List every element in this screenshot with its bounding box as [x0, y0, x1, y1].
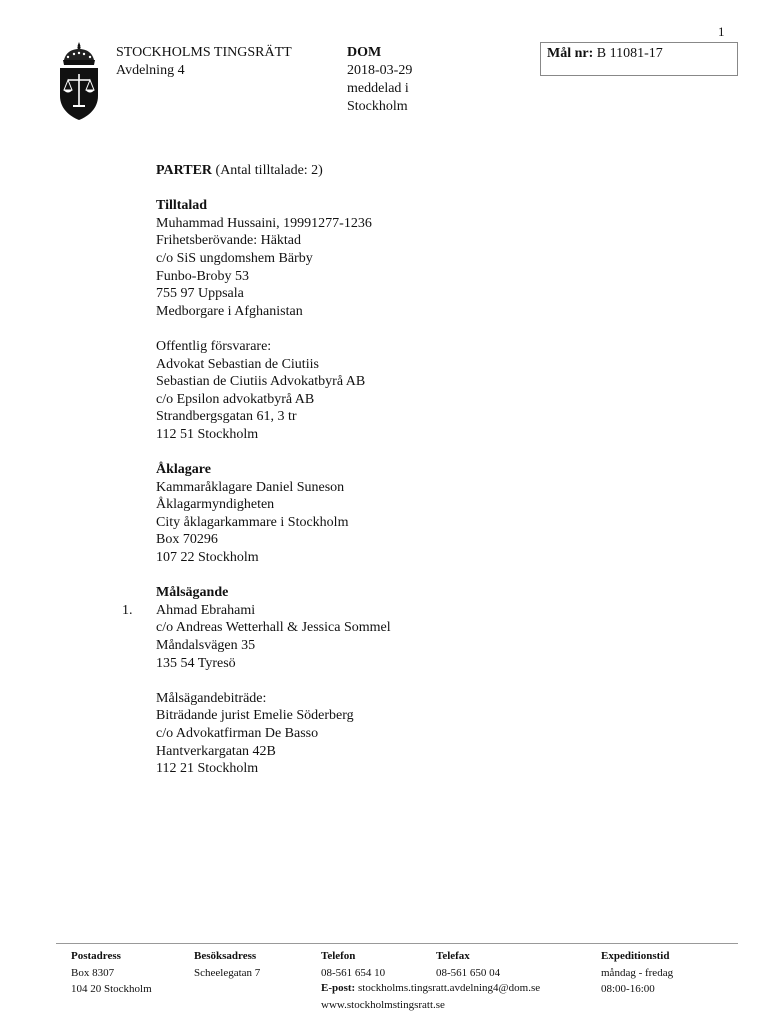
page-number: 1 — [718, 24, 725, 39]
postal-line-1: Box 8307 — [71, 966, 115, 979]
delivered-line-2: Stockholm — [347, 99, 408, 114]
defendant-line: 755 97 Uppsala — [156, 286, 244, 302]
email-label: E-post: — [321, 982, 356, 994]
defendant-line: Frihetsberövande: Häktad — [156, 233, 302, 249]
defender-line: Strandbergsgatan 61, 3 tr — [156, 409, 297, 425]
injured-counsel-line: c/o Advokatfirman De Basso — [156, 726, 319, 741]
website-link[interactable]: www.stockholmstingsratt.se — [321, 998, 445, 1011]
injured-party-line: Måndalsvägen 35 — [156, 638, 256, 654]
case-number-label: Mål nr: — [547, 46, 594, 61]
court-division: Avdelning 4 — [116, 63, 185, 78]
email-link[interactable]: stockholms.tingsratt.avdelning4@dom.se — [357, 982, 541, 994]
injured-party-number: 1. — [122, 603, 133, 618]
court-header — [116, 44, 292, 80]
injured-party-line: c/o Andreas Wetterhall & Jessica Sommel — [156, 620, 391, 636]
document-type-block — [347, 44, 412, 116]
defendant-line: Medborgare i Afghanistan — [156, 303, 303, 319]
injured-counsel-line: Hantverkargatan 42B — [156, 743, 276, 759]
footer-visit — [194, 948, 260, 981]
parties-heading: PARTER — [156, 163, 213, 178]
defendant-line: Funbo-Broby 53 — [156, 268, 249, 284]
defender-line: Offentlig försvarare: — [156, 338, 272, 354]
footer-divider — [56, 943, 738, 944]
defendant-line: Muhammad Hussaini, 19991277-1236 — [156, 215, 372, 231]
document-type: DOM — [347, 45, 382, 60]
injured-counsel-line: 112 21 Stockholm — [156, 761, 259, 777]
injured-counsel-line: Målsägandebiträde: — [156, 690, 267, 706]
visit-line-1: Scheelegatan 7 — [194, 966, 261, 979]
injured-party-line: Ahmad Ebrahami — [156, 602, 256, 618]
defender-line: 112 51 Stockholm — [156, 426, 259, 442]
footer-fax — [436, 948, 500, 981]
postal-line-2: 104 20 Stockholm — [71, 983, 152, 995]
delivered-line-1: meddelad i — [347, 81, 409, 96]
court-crest-logo — [56, 40, 102, 122]
hours-time: 08:00-16:00 — [601, 983, 655, 995]
defender-line: c/o Epsilon advokatbyrå AB — [156, 391, 315, 407]
visit-label: Besöksadress — [194, 950, 257, 962]
court-name: STOCKHOLMS TINGSRÄTT — [116, 45, 292, 60]
parties-heading-note: (Antal tilltalade: 2) — [215, 163, 323, 178]
footer-contact — [321, 980, 540, 1013]
case-number-box — [540, 42, 738, 76]
phone-number: 08-561 654 10 — [321, 966, 386, 979]
prosecutor-line: 107 22 Stockholm — [156, 550, 259, 566]
hours-days: måndag - fredag — [601, 966, 674, 979]
injured-counsel-line: Biträdande jurist Emelie Söderberg — [156, 708, 354, 724]
injured-party-line: 135 54 Tyresö — [156, 655, 236, 671]
hours-label: Expeditionstid — [601, 950, 670, 962]
case-number: B 11081-17 — [596, 46, 663, 61]
prosecutor-line: Box 70296 — [156, 532, 218, 548]
prosecutor-line: Kammaråklagare Daniel Suneson — [156, 479, 345, 495]
prosecutor-heading: Åklagare — [156, 462, 211, 478]
phone-label: Telefon — [321, 950, 356, 962]
defender-line: Advokat Sebastian de Ciutiis — [156, 356, 319, 372]
prosecutor-line: Åklagarmyndigheten — [156, 497, 275, 513]
defendant-line: c/o SiS ungdomshem Bärby — [156, 250, 313, 266]
document-date: 2018-03-29 — [347, 63, 413, 78]
fax-label: Telefax — [436, 950, 470, 962]
footer-phone — [321, 948, 385, 981]
injured-party-heading: Målsägande — [156, 585, 229, 601]
defendant-heading: Tilltalad — [156, 198, 208, 214]
footer-postal — [71, 948, 152, 998]
defender-line: Sebastian de Ciutiis Advokatbyrå AB — [156, 374, 366, 390]
fax-number: 08-561 650 04 — [436, 966, 501, 979]
footer-hours — [601, 948, 673, 998]
parties-section — [156, 162, 676, 778]
postal-label: Postadress — [71, 950, 121, 962]
prosecutor-line: City åklagarkammare i Stockholm — [156, 514, 349, 530]
